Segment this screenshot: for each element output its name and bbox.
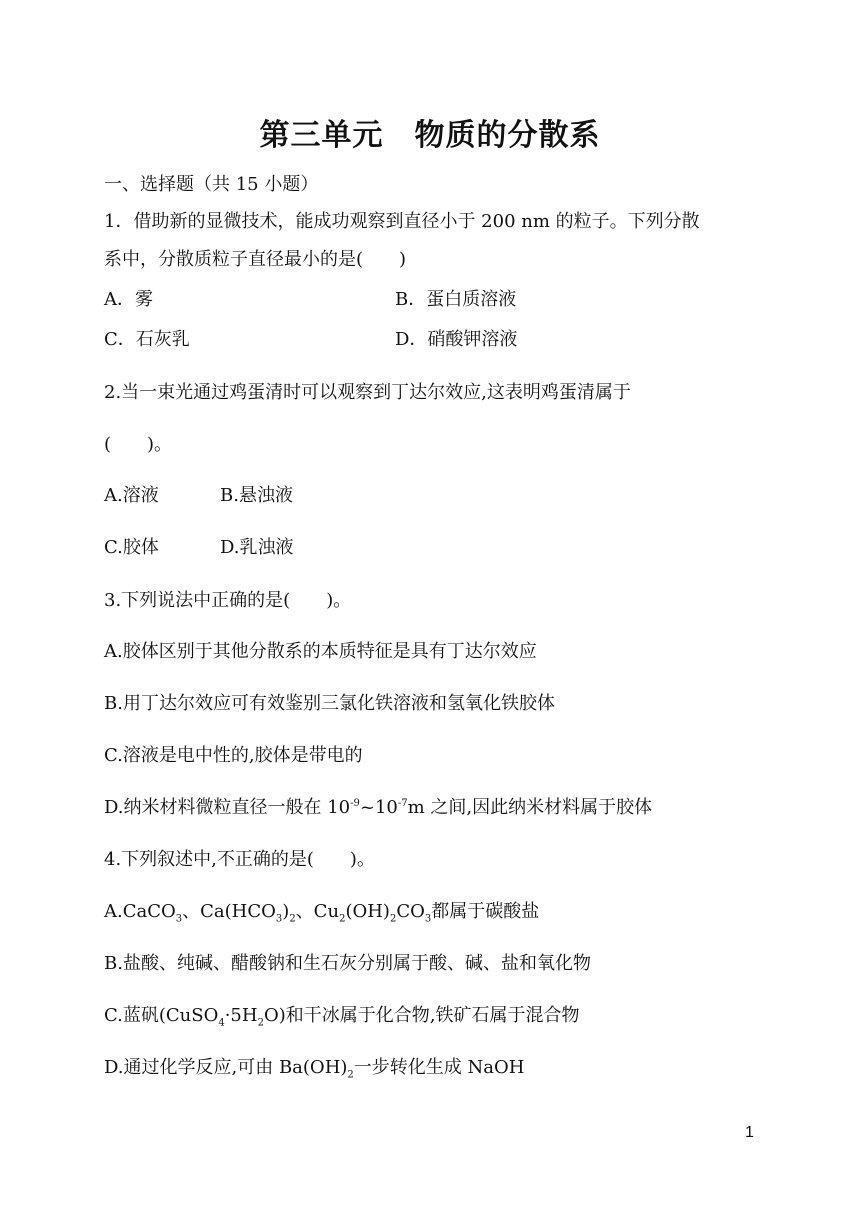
q1-stem-line1: 1．借助新的显微技术，能成功观察到直径小于 200 nm 的粒子。下列分散 [104,211,700,232]
q2-option-b: B.悬浊液 [220,485,293,506]
q3-option-b: B.用丁达尔效应可有效鉴别三氯化铁溶液和氢氧化铁胶体 [104,693,555,714]
q3-stem: 3.下列说法中正确的是( )。 [104,590,352,611]
section-heading: 一、选择题（共 15 小题） [104,174,319,195]
q4-option-d: D.通过化学反应,可由 $Ba(OH)_2$一步转化生成 NaOH [104,1057,525,1081]
q4-stem: 4.下列叙述中,不正确的是( )。 [104,849,375,870]
q2-stem-line2: ( )。 [104,434,173,455]
page-number: 1 [745,1124,754,1141]
q2-option-d: D.乳浊液 [220,537,294,558]
q2-option-c: C.胶体 [104,537,159,558]
q4-option-a: A.CaCO$_3$、$Ca(HCO_3)_2$、$Cu_2(OH)_2CO_3$都属于碳酸盐 [104,901,540,925]
q3-option-d: D.纳米材料微粒直径一般在 $10^{-9}\sim 10^{-7}m$ 之间,因此纳米材料属于胶体 [104,797,653,818]
q4-option-b: B.盐酸、纯碱、醋酸钠和生石灰分别属于酸、碱、盐和氧化物 [104,953,591,974]
q1-option-c: C．石灰乳 [104,329,190,350]
q1-option-d: D．硝酸钾溶液 [395,329,518,350]
q1-option-b: B．蛋白质溶液 [395,289,517,310]
q2-stem-line1: 2.当一束光通过鸡蛋清时可以观察到丁达尔效应,这表明鸡蛋清属于 [104,382,631,403]
page-title: 第三单元 物质的分散系 [259,118,601,153]
q3-option-a: A.胶体区别于其他分散系的本质特征是具有丁达尔效应 [104,641,537,662]
q1-stem-line2: 系中，分散质粒子直径最小的是( ) [104,249,407,270]
q3-option-c: C.溶液是电中性的,胶体是带电的 [104,745,363,766]
q4-option-c: C.蓝矾$(CuSO_4\cdot 5H_2O)$和干冰属于化合物,铁矿石属于混合物 [104,1005,580,1029]
q1-option-a: A．雾 [104,289,153,310]
q2-option-a: A.溶液 [104,485,159,506]
